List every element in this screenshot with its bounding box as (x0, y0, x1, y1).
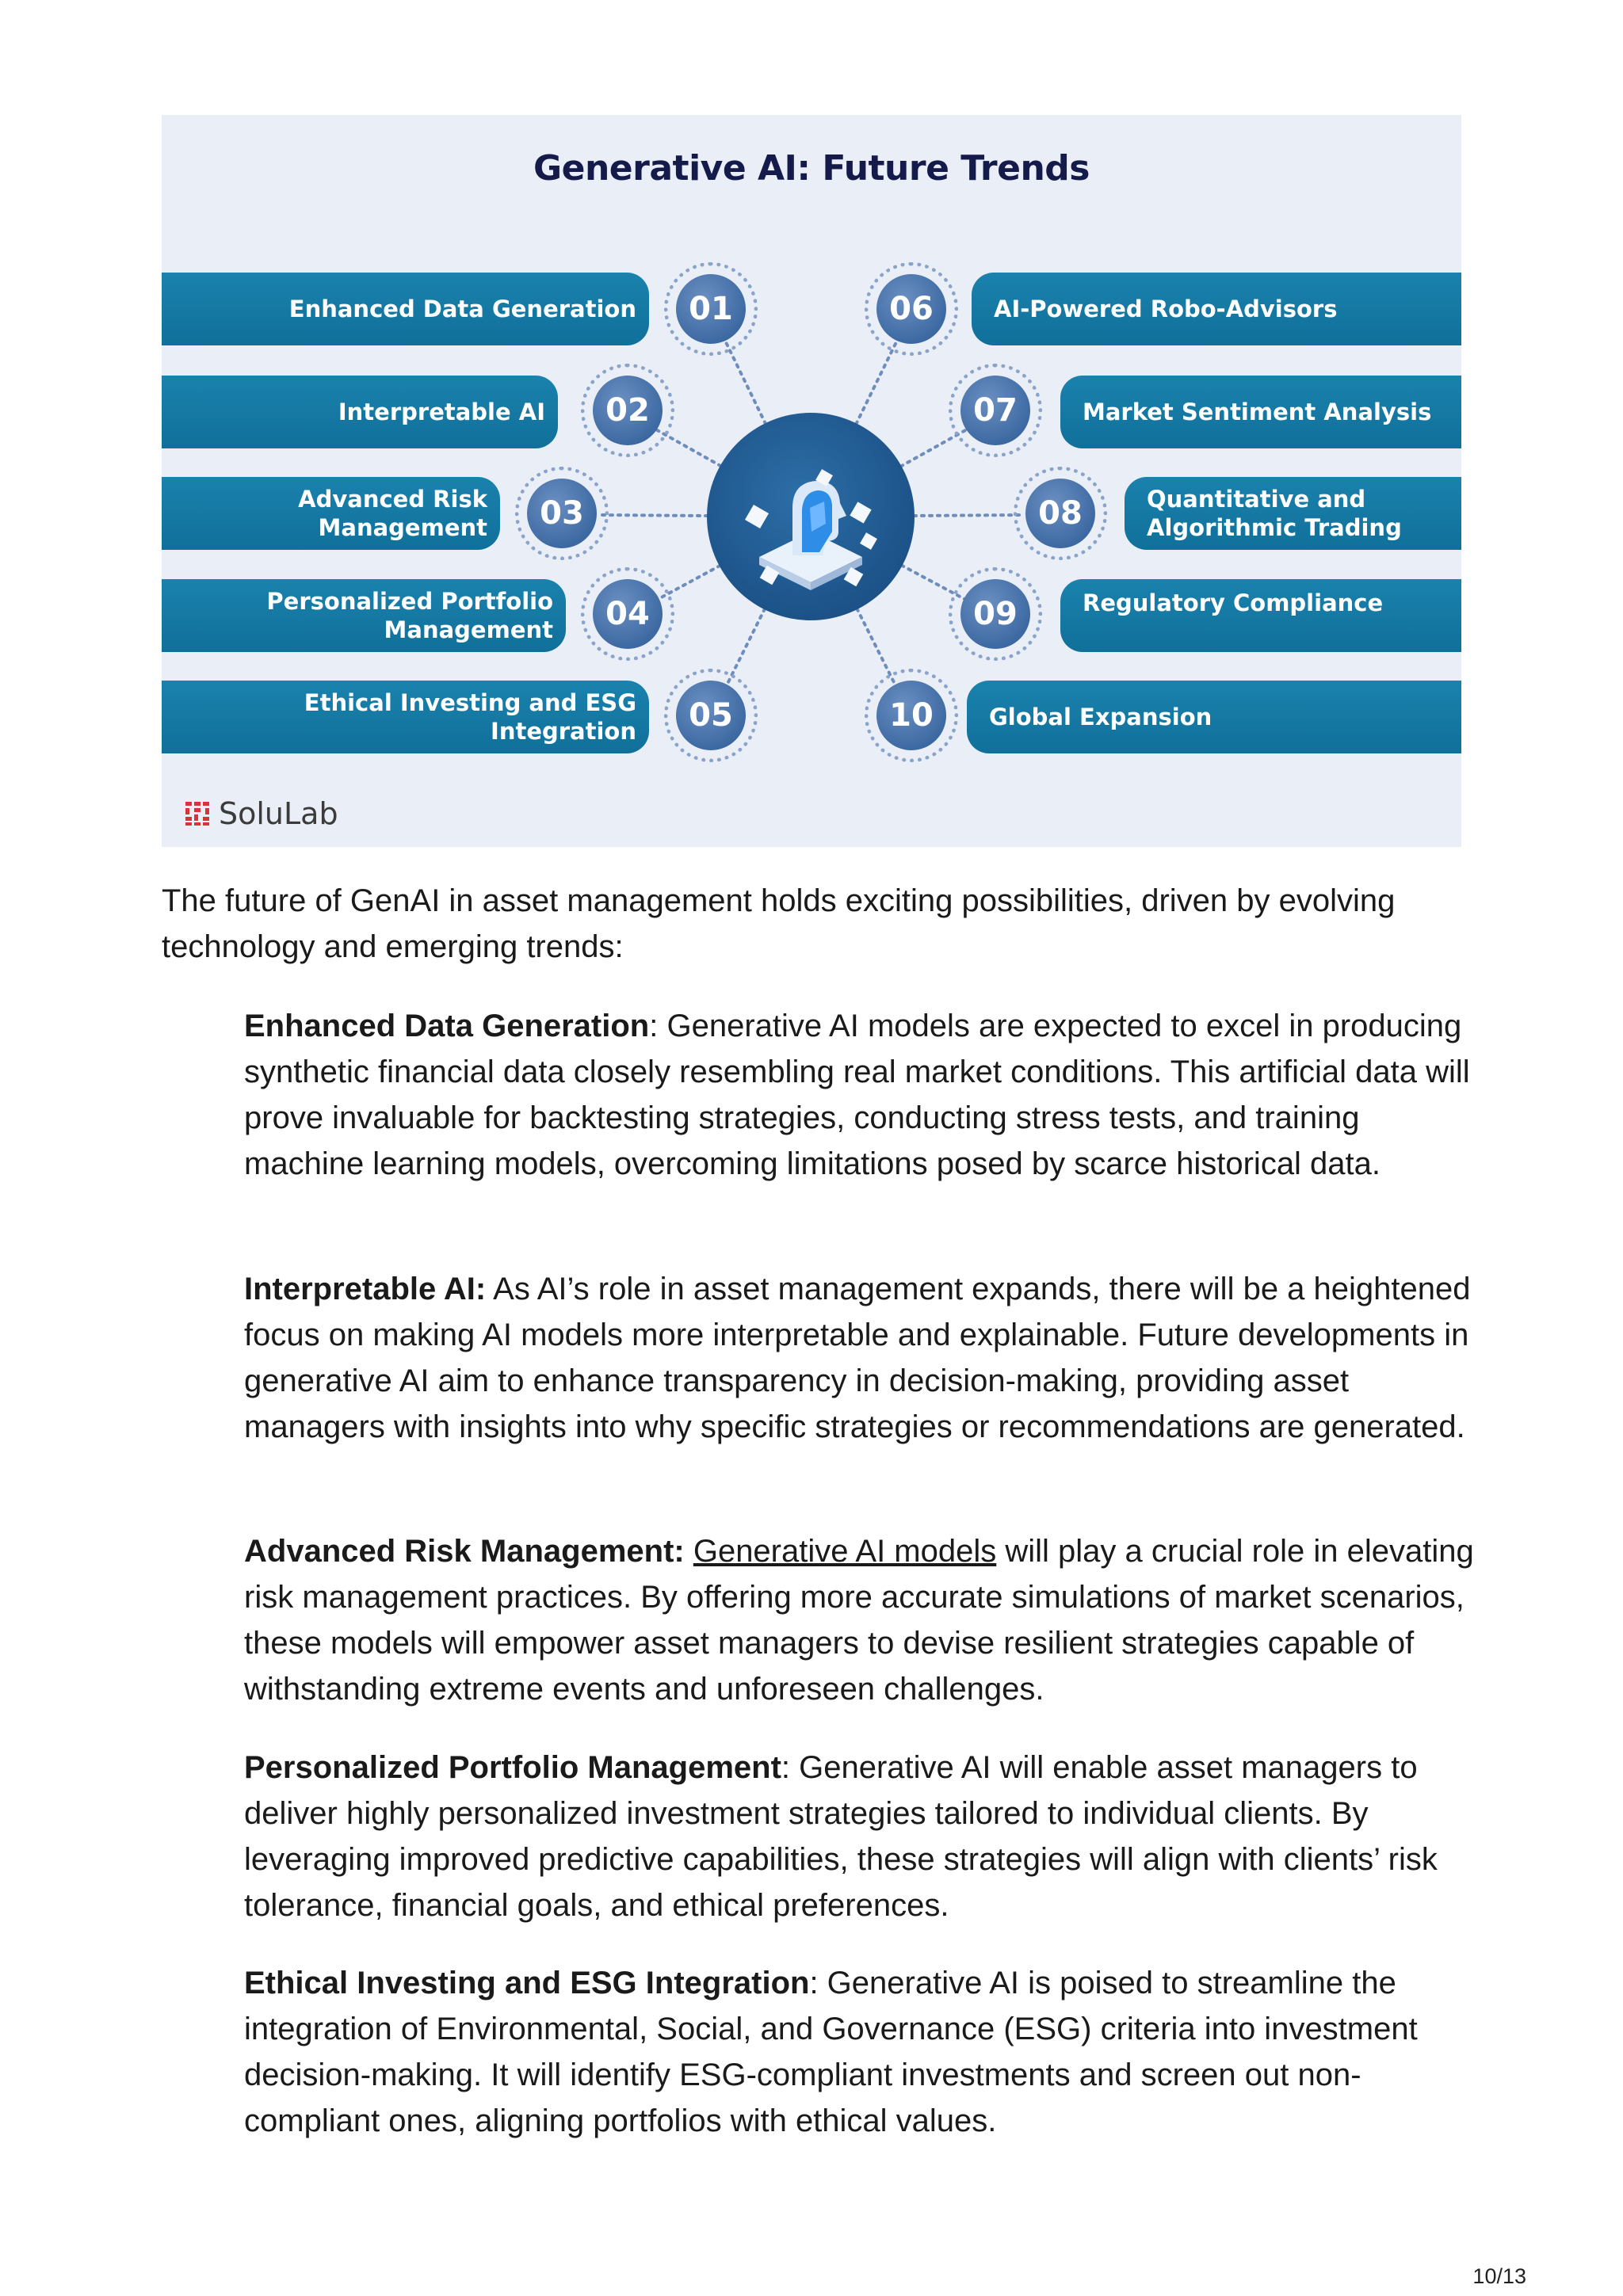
trend-label-05: Ethical Investing and ESG Integration (304, 688, 636, 745)
trend-bar-09 (1060, 579, 1461, 652)
number-badge-06 (865, 262, 958, 356)
solulab-logo (184, 796, 338, 831)
trend-bar-08 (1125, 477, 1461, 550)
trend-label-10: Global Expansion (989, 703, 1212, 730)
number-05: 05 (676, 681, 746, 750)
page-number: 10/13 (1472, 2264, 1526, 2288)
trend-paragraph (244, 1745, 1480, 1928)
number-04: 04 (593, 579, 663, 649)
solulab-logo-icon (184, 800, 211, 827)
number-badge-02 (581, 364, 674, 457)
trend-paragraph (244, 1528, 1480, 1712)
trend-bar-01 (162, 273, 649, 345)
number-badge-05 (664, 669, 758, 762)
trend-heading-separator: : (649, 1009, 659, 1043)
number-badge-03 (515, 467, 609, 560)
trend-body: As AI’s role in asset management expands, there will be a heightened focus on making AI models more interpretable and explainable. Future developments in generative AI aim to enhance transparency in decision-making, providing asset managers with insights into why specific strategies or recommendations are generated. (244, 1272, 1471, 1444)
trend-label-09: Regulatory Compliance (1083, 589, 1384, 616)
trend-bar-05 (162, 681, 649, 753)
trend-bar-10 (967, 681, 1461, 753)
trend-paragraph (244, 1003, 1480, 1187)
trend-heading-separator: : (809, 1966, 819, 2000)
trend-heading-separator: : (781, 1750, 791, 1785)
trend-body: Generative AI models are expected to excel in producing synthetic financial data closely resembling real market conditions. This artificial data will prove invaluable for backtesting strategies, conducting stress tests, and training machine learning models, overcoming limitations posed by scarce historical data. (244, 1009, 1470, 1181)
trend-heading: Personalized Portfolio Management (244, 1750, 781, 1785)
number-03: 03 (527, 479, 597, 548)
trend-body: will play a crucial role in elevating risk management practices. By offering more accurate simulations of market scenarios, these models will empower asset managers to devise resilient strategies capable of withstanding extreme events and unforeseen challenges. (244, 1534, 1474, 1707)
intro-paragraph: The future of GenAI in asset management holds exciting possibilities, driven by evolving technology and emerging trends: (162, 883, 1396, 964)
trend-heading: Ethical Investing and ESG Integration (244, 1966, 810, 2000)
ai-head-isometric-icon (707, 413, 915, 620)
number-badge-08 (1014, 467, 1107, 560)
trend-heading-separator (685, 1534, 693, 1569)
trend-bar-03 (162, 477, 500, 550)
number-badge-04 (581, 567, 674, 661)
trend-heading: Enhanced Data Generation (244, 1009, 650, 1043)
trend-label-04: Personalized Portfolio Management (266, 587, 553, 643)
trend-heading: Interpretable AI: (244, 1272, 487, 1306)
trend-bar-02 (162, 376, 558, 448)
trend-label-08: Quantitative and Algorithmic Trading (1147, 485, 1402, 541)
trend-bar-06 (972, 273, 1461, 345)
brand-name: SoluLab (219, 796, 338, 831)
number-badge-09 (949, 567, 1042, 661)
trend-bar-04 (162, 579, 566, 652)
number-badge-07 (949, 364, 1042, 457)
infographic-title: Generative AI: Future Trends (533, 148, 1090, 189)
trend-label-02: Interpretable AI (338, 398, 545, 425)
trend-label-01: Enhanced Data Generation (288, 295, 636, 322)
trend-body: Generative AI is poised to streamline the integration of Environmental, Social, and Governance (ESG) criteria into investment decision-making. It will identify ESG-compliant investments and screen out non-compliant ones, aligning portfolios with ethical values. (244, 1966, 1418, 2138)
number-06: 06 (876, 274, 946, 344)
ai-hub-circle (707, 413, 915, 620)
number-badge-10 (865, 669, 958, 762)
trend-label-07: Market Sentiment Analysis (1083, 398, 1432, 425)
generative-ai-models-link[interactable]: Generative AI models (693, 1534, 997, 1569)
trend-label-06: AI-Powered Robo-Advisors (994, 295, 1338, 322)
trend-heading: Advanced Risk Management: (244, 1534, 685, 1569)
number-10: 10 (876, 681, 946, 750)
trend-paragraph (244, 1266, 1480, 1450)
trend-body: Generative AI will enable asset managers to deliver highly personalized investment strategies tailored to individual clients. By leveraging improved predictive capabilities, these strategies will align with clients’ risk tolerance, financial goals, and ethical preferences. (244, 1750, 1438, 1923)
trend-paragraph (244, 1960, 1480, 2144)
number-02: 02 (593, 376, 663, 445)
number-09: 09 (960, 579, 1030, 649)
number-08: 08 (1025, 479, 1095, 548)
number-07: 07 (960, 376, 1030, 445)
future-trends-infographic (162, 115, 1461, 847)
trend-bar-07 (1060, 376, 1461, 448)
trend-label-03: Advanced Risk Management (298, 485, 487, 541)
number-badge-01 (664, 262, 758, 356)
number-01: 01 (676, 274, 746, 344)
